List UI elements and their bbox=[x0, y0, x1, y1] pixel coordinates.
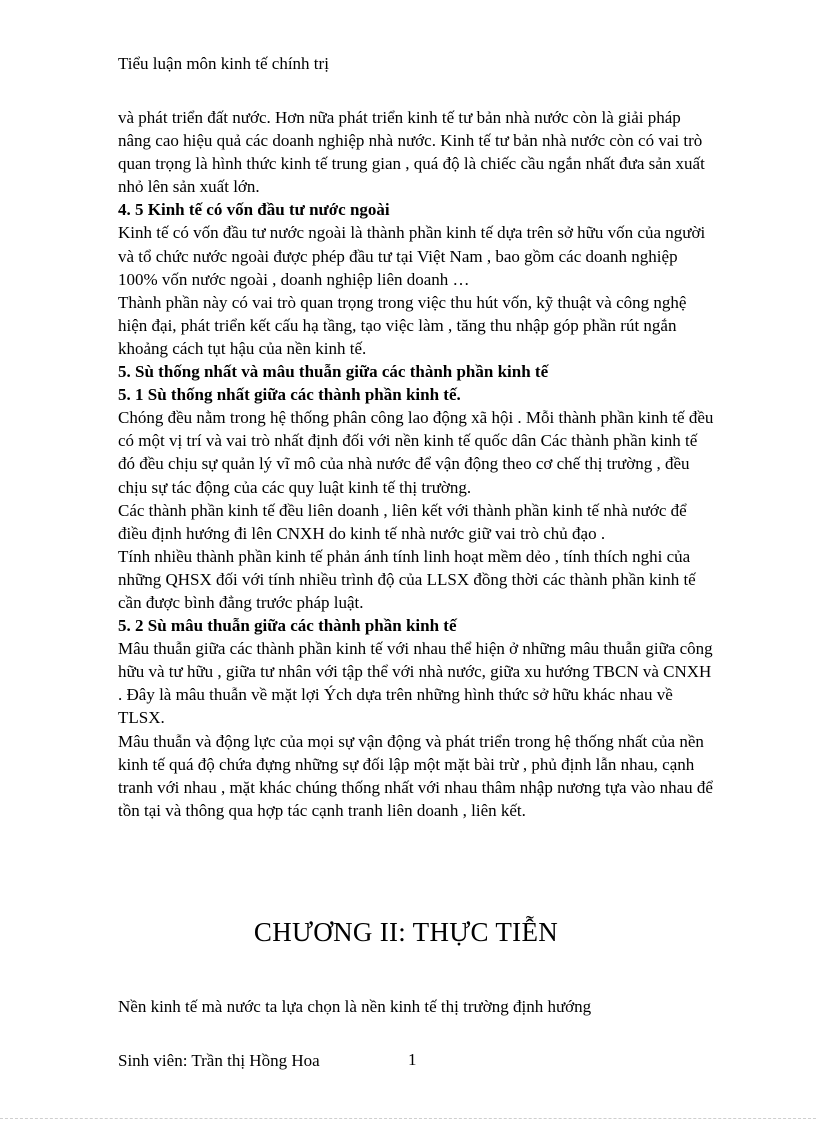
body-paragraph: Các thành phần kinh tế đều liên doanh , liên kết với thành phần kinh tế nhà nước để điều định hướng đi lên CNXH do kinh tế nhà nước giữ vai trò chủ đạo . bbox=[118, 500, 687, 543]
body-paragraph: Mâu thuẫn giữa các thành phần kinh tế với nhau thể hiện ở những mâu thuẫn giữa công hữu và tư hữu , giữa tư nhân với tập thể với nhà nước, giữa xu hướng TBCN và CNXH . Đây là mâu thuẫn về mặt lợi Ých dựa trên những hình thức sở hữu khác nhau về TLSX. bbox=[118, 639, 713, 728]
section-heading-5-1: 5. 1 Sù thống nhất giữa các thành phần kinh tế. bbox=[118, 385, 461, 405]
page-header: Tiểu luận môn kinh tế chính trị bbox=[118, 54, 329, 73]
closing-paragraph: Nền kinh tế mà nước ta lựa chọn là nền kinh tế thị trường định hướng bbox=[118, 997, 592, 1016]
body-paragraph: Tính nhiều thành phần kinh tế phản ánh tính linh hoạt mềm dẻo , tính thích nghi của những QHSX đối với tính nhiều trình độ của LLSX đồng thời các thành phần kinh tế cần được bình đẳng trước pháp luật. bbox=[118, 546, 696, 612]
page-bottom-edge bbox=[0, 1118, 816, 1119]
section-heading-4-5: 4. 5 Kinh tế có vốn đầu tư nước ngoài bbox=[118, 200, 390, 220]
body-paragraph: Kinh tế có vốn đầu tư nước ngoài là thành phần kinh tế dựa trên sở hữu vốn của người và tổ chức nước ngoài được phép đầu tư tại Việt Nam , bao gồm các doanh nghiệp 100% vốn nước ngoài , doanh nghiệp liên doanh … bbox=[118, 223, 706, 289]
body-paragraph: Mâu thuẫn và động lực của mọi sự vận động và phát triển trong hệ thống nhất của nền kinh tế quá độ chứa đựng những sự đối lập một mặt bài trừ , phủ định lẫn nhau, cạnh tranh với nhau , mặt khác chúng thống nhất với nhau thâm nhập nương tựa vào nhau để tồn tại và thông qua hợp tác cạnh tranh liên doanh , liên kết. bbox=[118, 731, 713, 820]
footer-author: Sinh viên: Trần thị Hồng Hoa bbox=[118, 1051, 320, 1070]
section-heading-5: 5. Sù thống nhất và mâu thuẫn giữa các thành phần kinh tế bbox=[118, 362, 549, 382]
document-body bbox=[118, 106, 718, 822]
section-heading-5-2: 5. 2 Sù mâu thuẫn giữa các thành phần kinh tế bbox=[118, 616, 457, 636]
page-number: 1 bbox=[408, 1050, 417, 1069]
body-paragraph: Thành phần này có vai trò quan trọng trong việc thu hút vốn, kỹ thuật và công nghệ hiện đại, phát triển kết cấu hạ tầng, tạo việc làm , tăng thu nhập góp phần rút ngắn khoảng cách tụt hậu của nền kinh tế. bbox=[118, 292, 687, 358]
body-paragraph: và phát triển đất nước. Hơn nữa phát triển kinh tế tư bản nhà nước còn là giải pháp nâng cao hiệu quả các doanh nghiệp nhà nước. Kinh tế tư bản nhà nước còn có vai trò quan trọng là hình thức kinh tế trung gian , quá độ là chiếc cầu ngắn nhất đưa sản xuất nhỏ lên sản xuất lớn. bbox=[118, 108, 705, 197]
body-paragraph: Chóng đều nằm trong hệ thống phân công lao động xã hội . Mỗi thành phần kinh tế đều có một vị trí và vai trò nhất định đối với nền kinh tế quốc dân Các thành phần kinh tế đó đều chịu sự quản lý vĩ mô của nhà nước để vận động theo cơ chế thị trường , đều chịu sự tác động của các quy luật kinh tế thị trường. bbox=[118, 408, 714, 497]
chapter-title: CHƯƠNG II: THỰC TIỄN bbox=[253, 917, 559, 947]
